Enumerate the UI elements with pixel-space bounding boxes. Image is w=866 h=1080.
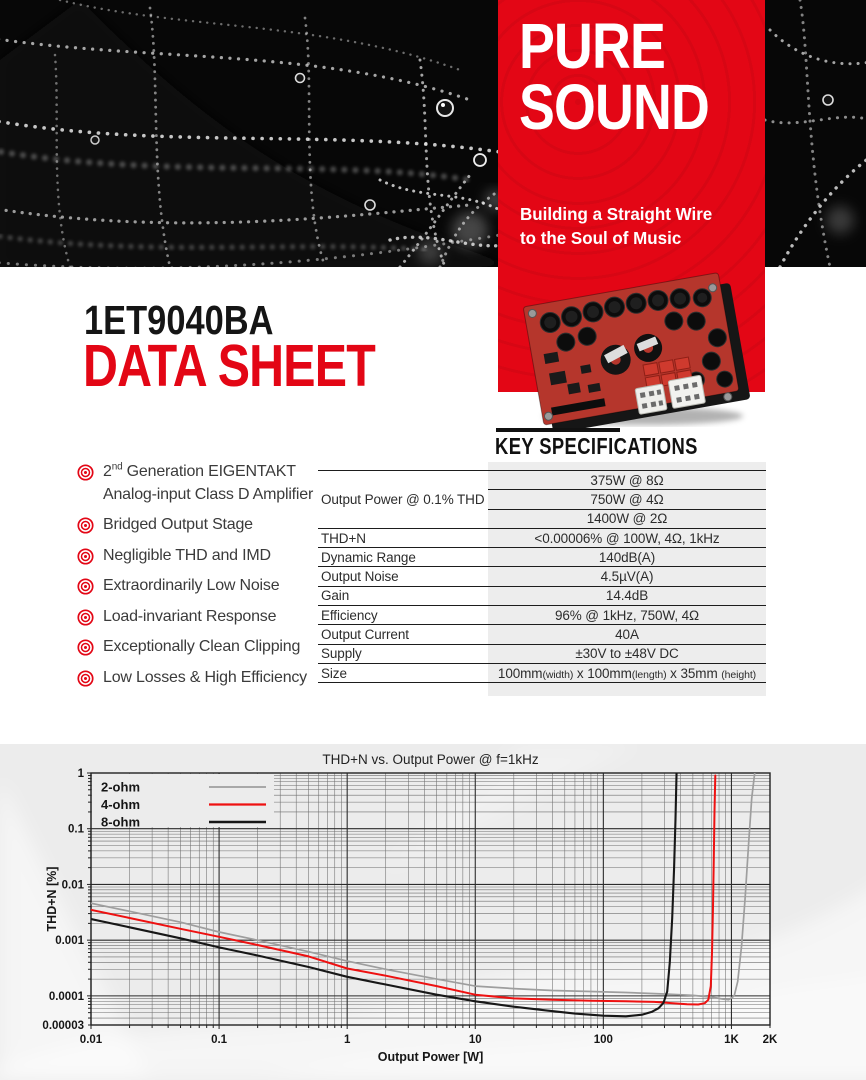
y-tick-label: 0.001 (55, 935, 84, 948)
heading-rule (496, 428, 620, 432)
tagline (520, 202, 712, 250)
bullseye-icon (77, 670, 94, 687)
spec-label: THD+N (318, 528, 488, 547)
spec-label: Supply (318, 644, 488, 663)
spec-value: 750W @ 4Ω (488, 490, 766, 509)
sheet-title: DATA SHEET (83, 333, 375, 399)
spec-value: 40A (488, 625, 766, 644)
feature-item (77, 636, 329, 659)
pcb-product-image (523, 258, 773, 428)
y-tick-label: 0.01 (61, 879, 84, 892)
x-tick-label: 1K (724, 1034, 739, 1046)
feature-item (77, 575, 329, 598)
spec-value: ±30V to ±48V DC (488, 644, 766, 663)
product-model: 1ET9040BA (84, 297, 274, 343)
spec-row (318, 567, 766, 586)
x-tick-label: 2K (762, 1034, 778, 1046)
spec-label: Output Current (318, 625, 488, 644)
spec-label: Gain (318, 586, 488, 605)
feature-text: 2nd Generation EIGENTAKT Analog-input Class D Amplifier (103, 461, 314, 503)
tagline-line1: Building a Straight Wire (520, 204, 713, 224)
headline (519, 10, 709, 143)
spec-table-grid (318, 470, 766, 683)
headline-line1: PURE (519, 10, 666, 82)
chart-legend (92, 774, 274, 830)
spec-value: 100mm(width) x 100mm(length) x 35mm (height) (488, 663, 766, 682)
tagline-line2: to the Soul of Music (520, 228, 682, 248)
spec-label: Size (318, 663, 488, 682)
y-tick-label: 0.00003 (42, 1020, 84, 1032)
x-tick-label: 0.01 (79, 1034, 103, 1046)
spec-row (318, 606, 766, 625)
feature-text: Load-invariant Response (103, 607, 277, 625)
bullseye-icon (77, 609, 94, 626)
spec-value: 375W @ 8Ω (488, 471, 766, 490)
feature-text: Extraordinarily Low Noise (103, 577, 280, 594)
feature-text: Exceptionally Clean Clipping (103, 638, 301, 655)
spec-label: Dynamic Range (318, 548, 488, 567)
spec-row (318, 625, 766, 644)
spec-value: 1400W @ 2Ω (488, 509, 766, 528)
x-tick-label: 10 (468, 1034, 482, 1046)
key-specifications-heading: KEY SPECIFICATIONS (495, 433, 698, 459)
feature-item (77, 606, 329, 629)
spec-row (318, 471, 766, 490)
feature-text: Negligible THD and IMD (103, 546, 271, 564)
chart-title: THD+N vs. Output Power @ f=1kHz (322, 752, 539, 767)
spec-value: 4.5µV(A) (488, 567, 766, 586)
x-tick-label: 0.1 (211, 1034, 228, 1046)
feature-item (77, 514, 329, 537)
spec-row (318, 644, 766, 663)
spec-label: Efficiency (318, 606, 488, 625)
feature-item (77, 461, 329, 506)
feature-list (77, 461, 329, 697)
bullseye-icon (77, 548, 94, 565)
bullseye-icon (77, 464, 94, 481)
spec-row (318, 528, 766, 547)
spec-value: 96% @ 1kHz, 750W, 4Ω (488, 606, 766, 625)
spec-value: 140dB(A) (488, 548, 766, 567)
spec-label: Output Power @ 0.1% THD (318, 471, 488, 529)
legend-label: 2-ohm (101, 779, 140, 795)
x-axis-label: Output Power [W] (377, 1050, 484, 1064)
bullseye-icon (77, 578, 94, 595)
feature-text: Low Losses & High Efficiency (103, 668, 307, 686)
bullseye-icon (77, 639, 94, 656)
spec-row (318, 586, 766, 605)
feature-text: Bridged Output Stage (103, 516, 253, 533)
legend-label: 4-ohm (101, 797, 140, 812)
headline-line2: SOUND (519, 71, 709, 143)
spec-row (318, 663, 766, 682)
feature-item (77, 667, 329, 690)
legend-label: 8-ohm (101, 814, 140, 830)
thdn-chart (0, 744, 866, 1080)
y-tick-label: 0.1 (68, 823, 84, 836)
y-tick-label: 1 (77, 768, 84, 780)
feature-item (77, 545, 329, 568)
y-axis-label: THD+N [%] (45, 866, 59, 932)
x-tick-label: 100 (593, 1034, 613, 1046)
spec-label: Output Noise (318, 567, 488, 586)
y-tick-label: 0.0001 (48, 990, 84, 1003)
spec-table (318, 470, 766, 683)
spec-row (318, 548, 766, 567)
x-tick-label: 1 (343, 1034, 351, 1046)
bullseye-icon (77, 517, 94, 534)
spec-value: 14.4dB (488, 586, 766, 605)
chart-section (0, 744, 866, 1080)
spec-value: <0.00006% @ 100W, 4Ω, 1kHz (488, 528, 766, 547)
